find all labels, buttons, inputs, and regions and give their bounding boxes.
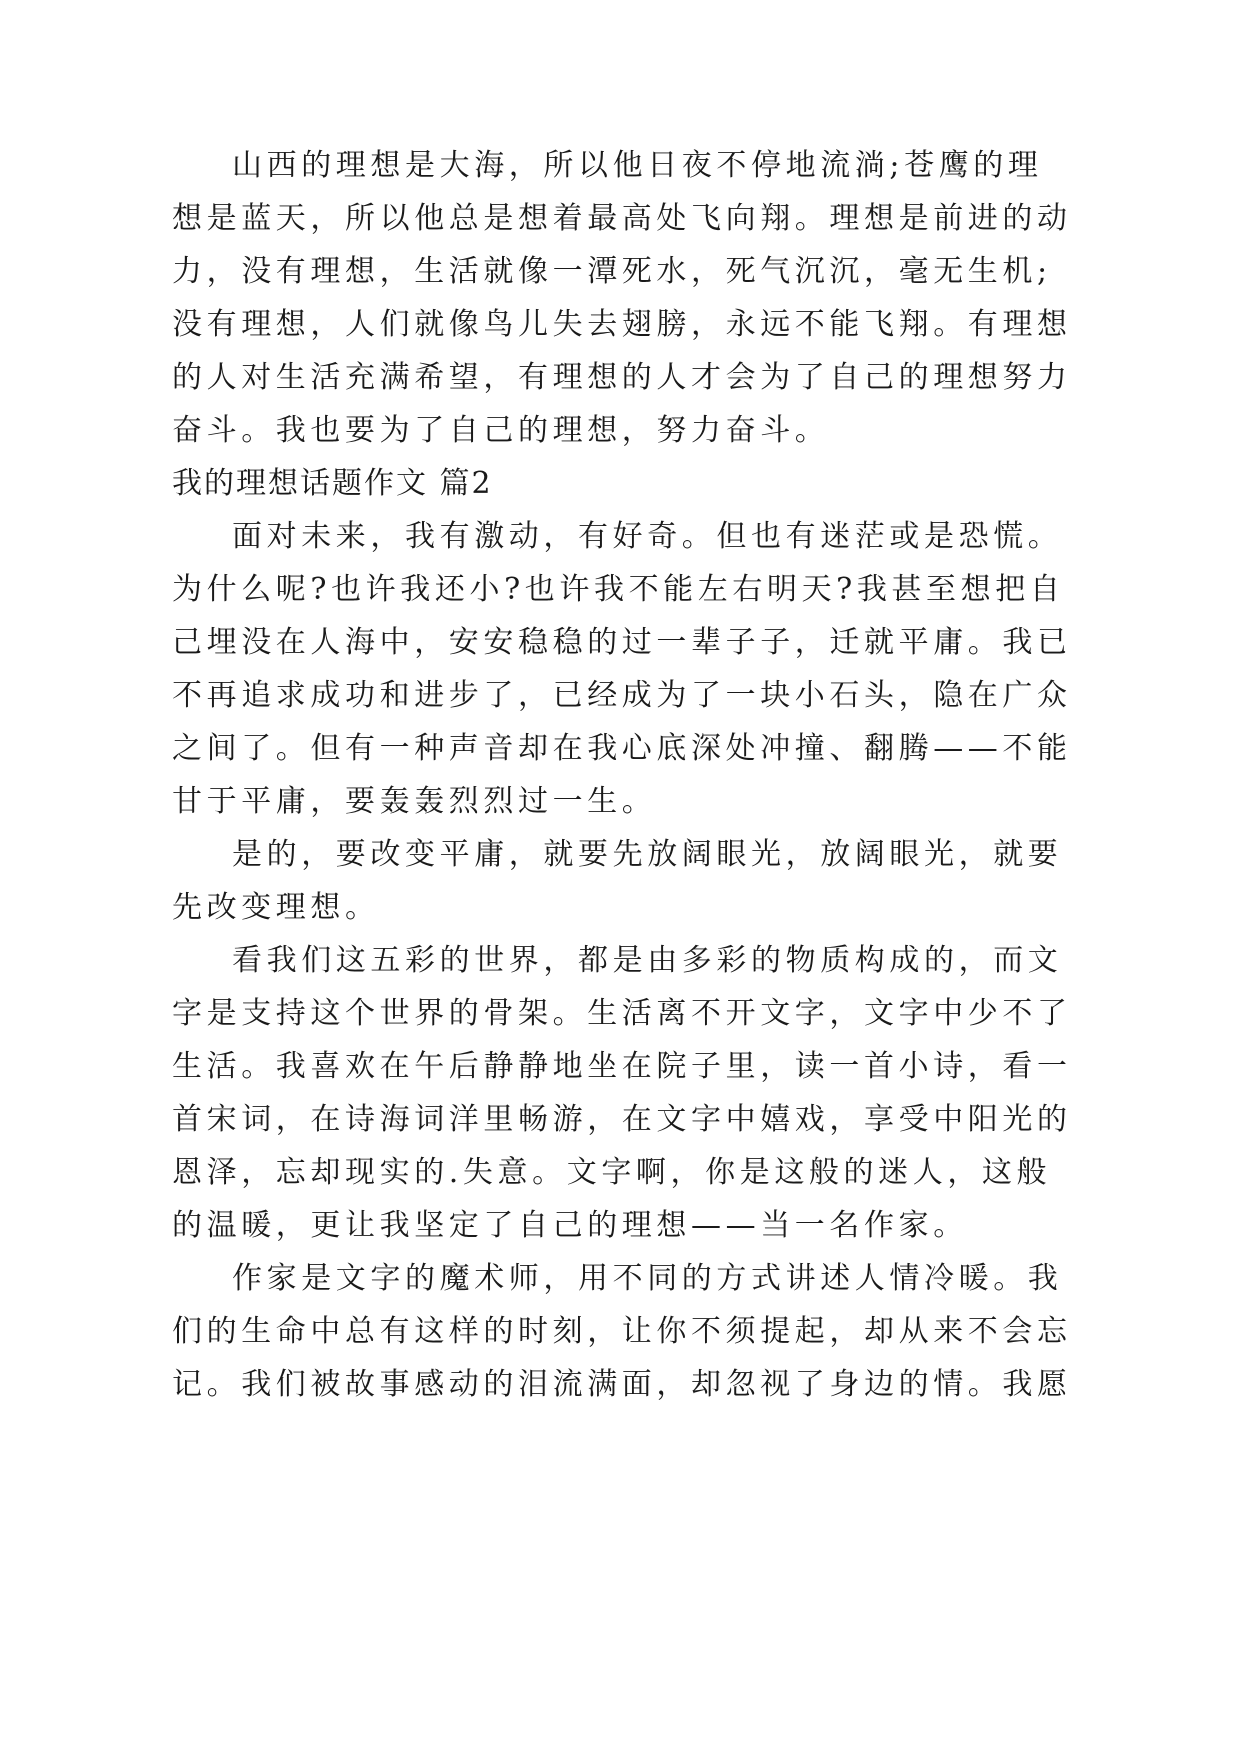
text-line: 作家是文字的魔术师，用不同的方式讲述人情冷暖。我 (232, 1261, 1063, 1296)
text-line: 是的，要改变平庸，就要先放阔眼光，放阔眼光，就要 (232, 837, 1063, 872)
text-line: 的温暖，更让我坚定了自己的理想——当一名作家。 (172, 1208, 968, 1243)
text-line: 甘于平庸，要轰轰烈烈过一生。 (172, 784, 657, 819)
text-line: 力，没有理想，生活就像一潭死水，死气沉沉，毫无生机; (172, 254, 1052, 289)
text-line: 面对未来，我有激动，有好奇。但也有迷茫或是恐慌。 (232, 519, 1063, 554)
text-line: 看我们这五彩的世界，都是由多彩的物质构成的，而文 (232, 943, 1063, 978)
text-line: 的人对生活充满希望，有理想的人才会为了自己的理想努力 (172, 360, 1072, 395)
section-heading: 我的理想话题作文 篇2 (172, 466, 493, 501)
text-line: 山西的理想是大海，所以他日夜不停地流淌;苍鹰的理 (232, 148, 1043, 183)
text-line: 己埋没在人海中，安安稳稳的过一辈子子，迁就平庸。我已 (172, 625, 1072, 660)
text-line: 为什么呢?也许我还小?也许我不能左右明天?我甚至想把自 (172, 572, 1065, 607)
text-line: 没有理想，人们就像鸟儿失去翅膀，永远不能飞翔。有理想 (172, 307, 1072, 342)
text-line: 恩泽，忘却现实的.失意。文字啊，你是这般的迷人，这般 (172, 1155, 1052, 1190)
text-line: 不再追求成功和进步了，已经成为了一块小石头，隐在广众 (172, 678, 1072, 713)
text-line: 字是支持这个世界的骨架。生活离不开文字，文字中少不了 (172, 996, 1072, 1031)
text-line: 生活。我喜欢在午后静静地坐在院子里，读一首小诗，看一 (172, 1049, 1072, 1084)
text-line: 们的生命中总有这样的时刻，让你不须提起，却从来不会忘 (172, 1314, 1072, 1349)
text-line: 奋斗。我也要为了自己的理想，努力奋斗。 (172, 413, 830, 448)
text-line: 想是蓝天，所以他总是想着最高处飞向翔。理想是前进的动 (172, 201, 1072, 236)
text-line: 先改变理想。 (172, 890, 380, 925)
text-line: 之间了。但有一种声音却在我心底深处冲撞、翻腾——不能 (172, 731, 1072, 766)
text-line: 首宋词，在诗海词洋里畅游，在文字中嬉戏，享受中阳光的 (172, 1102, 1072, 1137)
text-line: 记。我们被故事感动的泪流满面，却忽视了身边的情。我愿 (172, 1367, 1072, 1402)
